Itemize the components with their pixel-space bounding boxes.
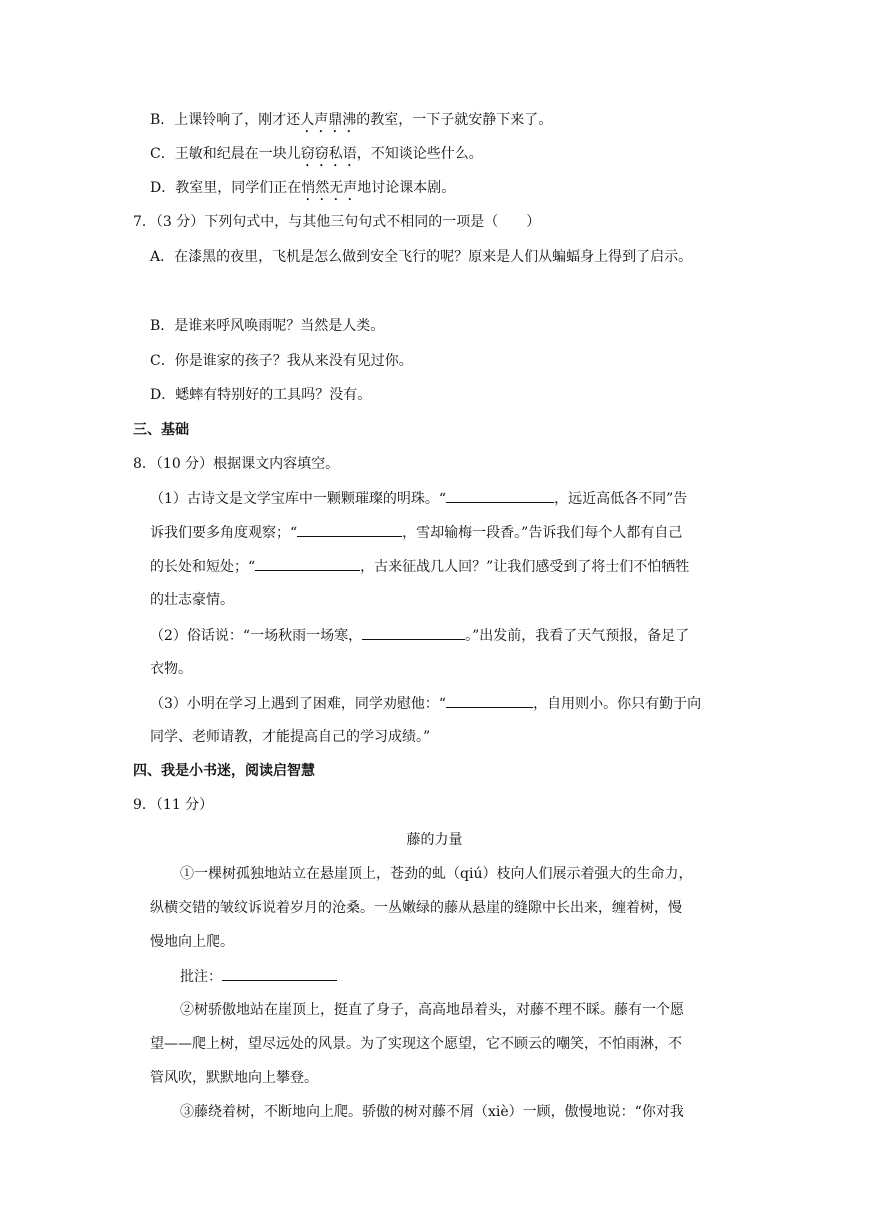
q6-option-d bbox=[150, 178, 455, 204]
q8-paragraph-line bbox=[150, 556, 689, 577]
text: （2）俗话说：“一场秋雨一场寒， bbox=[150, 628, 363, 644]
q8-paragraph-line bbox=[150, 488, 687, 509]
fill-blank[interactable] bbox=[446, 693, 533, 708]
passage-line: ③藤绕着树，不断地向上爬。骄傲的树对藤不屑（xiè）一顾，傲慢地说：“你对我 bbox=[180, 1104, 684, 1120]
text: （3）小明在学习上遇到了困难，同学劝慰他：“ bbox=[150, 696, 447, 712]
option-text: 地讨论课本剧。 bbox=[357, 180, 456, 196]
dotted-phrase: 人声鼎沸 bbox=[300, 112, 357, 128]
section-heading: 三、基础 bbox=[133, 422, 189, 438]
q6-option-b bbox=[150, 110, 552, 136]
option-text: ，不知谈论些什么。 bbox=[356, 146, 483, 162]
passage-line: 慢地向上爬。 bbox=[150, 934, 234, 950]
passage-line: ①一棵树孤独地站立在悬崖顶上，苍劲的虬（qiú）枝向人们展示着强大的生命力， bbox=[180, 866, 693, 882]
passage-line: ②树骄傲地站在崖顶上，挺直了身子，高高地昂着头，对藤不理不睬。藤有一个愿 bbox=[180, 1002, 684, 1018]
q7-option-b: B．是谁来呼风唤雨呢？当然是人类。 bbox=[150, 318, 385, 334]
passage-line: 望——爬上树，望尽远处的风景。为了实现这个愿望，它不顾云的嘲笑，不怕雨淋，不 bbox=[150, 1036, 682, 1052]
option-text: B．上课铃响了，刚才还 bbox=[150, 112, 301, 128]
fill-blank[interactable] bbox=[362, 625, 465, 640]
dotted-phrase: 窃窃私语 bbox=[300, 146, 357, 162]
text: ，雪却输梅一段香。”告诉我们每个人都有自己 bbox=[402, 525, 683, 541]
q7-option-d: D．蟋蟀有特别好的工具吗？没有。 bbox=[150, 387, 372, 403]
q8-paragraph-line: 衣物。 bbox=[150, 661, 192, 677]
option-text: D．教室里，同学们正在 bbox=[150, 180, 302, 196]
text: 的长处和短处；“ bbox=[150, 559, 256, 575]
q7-stem: 7．（3 分）下列句式中，与其他三句句式不相同的一项是（ ） bbox=[133, 214, 541, 230]
text: ，远近高低各不同”告 bbox=[554, 491, 688, 507]
text: （1）古诗文是文学宝库中一颗颗璀璨的明珠。“ bbox=[150, 491, 447, 507]
q8-stem: 8．（10 分）根据课文内容填空。 bbox=[133, 456, 340, 472]
q8-paragraph-line: 同学、老师请教，才能提高自己的学习成绩。” bbox=[150, 729, 431, 745]
option-text: C．王敏和纪晨在一块儿 bbox=[150, 146, 301, 162]
section-heading: 四、我是小书迷，阅读启智慧 bbox=[133, 763, 315, 779]
text: ，古来征战几人回？”让我们感受到了将士们不怕牺牲 bbox=[360, 559, 690, 575]
fill-blank[interactable] bbox=[297, 522, 402, 537]
annotation-blank[interactable] bbox=[222, 966, 337, 981]
q8-paragraph-line bbox=[150, 522, 682, 543]
passage-line: 纵横交错的皱纹诉说着岁月的沧桑。一丛嫩绿的藤从悬崖的缝隙中长出来，缠着树，慢 bbox=[150, 900, 682, 916]
annotation-line bbox=[180, 966, 337, 987]
text: 。”出发前，我看了天气预报，备足了 bbox=[465, 628, 690, 644]
passage-line: 管风吹，默默地向上攀登。 bbox=[150, 1070, 318, 1086]
annotation-label: 批注： bbox=[180, 969, 222, 985]
q6-option-c bbox=[150, 144, 483, 170]
passage-title: 藤的力量 bbox=[406, 832, 463, 848]
dotted-phrase: 悄然无声 bbox=[301, 180, 358, 196]
q8-paragraph-line bbox=[150, 625, 689, 646]
q7-option-a: A．在漆黑的夜里，飞机是怎么做到安全飞行的呢？原来是人们从蝙蝠身上得到了启示。 bbox=[150, 249, 693, 265]
option-text: 的教室，一下子就安静下来了。 bbox=[356, 112, 553, 128]
q8-paragraph-line bbox=[150, 693, 701, 714]
fill-blank[interactable] bbox=[446, 488, 554, 503]
q9-stem: 9．（11 分） bbox=[133, 797, 214, 813]
text: ，自用则小。你只有勤于向 bbox=[533, 696, 702, 712]
fill-blank[interactable] bbox=[255, 556, 360, 571]
text: 诉我们要多角度观察；“ bbox=[150, 525, 298, 541]
q8-paragraph-line: 的壮志豪情。 bbox=[150, 592, 234, 608]
q7-option-c: C．你是谁家的孩子？我从来没有见过你。 bbox=[150, 353, 413, 369]
